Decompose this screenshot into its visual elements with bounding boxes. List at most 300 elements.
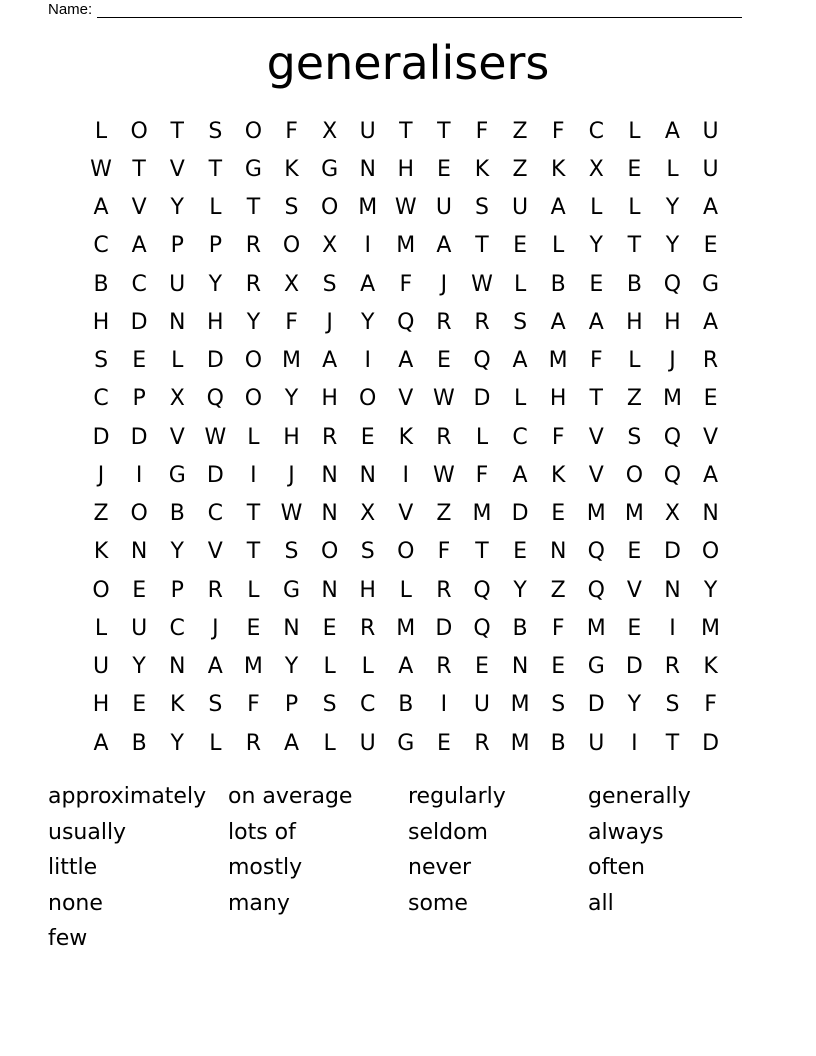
grid-letter: N [702, 501, 719, 527]
grid-letter: T [170, 118, 184, 144]
grid-letter: L [513, 386, 527, 412]
grid-letter: B [169, 501, 185, 527]
grid-letter: M [510, 730, 530, 756]
grid-letter: E [360, 424, 375, 450]
grid-letter: D [702, 730, 720, 756]
grid-letter: F [285, 118, 298, 144]
grid-letter: O [244, 348, 263, 374]
grid-letter: B [93, 271, 109, 297]
grid-letter: F [399, 271, 413, 297]
grid-letter: U [588, 730, 605, 756]
grid-letter: U [702, 118, 719, 144]
grid-letter: S [322, 692, 337, 718]
grid-letter: K [550, 156, 566, 182]
word-list-item: all [588, 890, 614, 916]
grid-letter: V [207, 539, 223, 565]
grid-letter: Q [473, 615, 491, 641]
grid-letter: T [475, 233, 489, 259]
word-list-item: mostly [228, 855, 303, 880]
grid-letter: H [549, 386, 567, 412]
grid-letter: Y [208, 271, 223, 297]
grid-letter: W [204, 424, 227, 450]
grid-letter: R [474, 309, 490, 335]
grid-letter: X [360, 501, 376, 527]
grid-letter: A [550, 195, 566, 221]
grid-letter: W [394, 195, 417, 221]
grid-letter: G [397, 730, 415, 756]
word-list-item: generally [588, 784, 691, 809]
grid-letter: E [436, 156, 451, 182]
grid-letter: S [208, 692, 223, 718]
grid-letter: Z [93, 501, 109, 527]
grid-letter: Y [360, 309, 375, 335]
grid-letter: R [245, 730, 262, 756]
grid-letter: M [396, 615, 416, 641]
grid-letter: E [132, 692, 147, 718]
grid-letter: F [475, 118, 489, 144]
grid-letter: Y [284, 386, 299, 412]
grid-letter: U [512, 195, 529, 221]
grid-letter: A [664, 118, 680, 144]
grid-letter: I [364, 348, 371, 374]
grid-letter: G [244, 156, 262, 182]
grid-letter: T [132, 156, 146, 182]
grid-letter: I [135, 462, 143, 488]
grid-letter: S [360, 539, 375, 565]
grid-letter: C [207, 501, 224, 527]
word-list-item: never [408, 855, 472, 880]
grid-letter: A [550, 309, 566, 335]
grid-letter: Z [512, 118, 528, 144]
grid-letter: C [512, 424, 528, 450]
grid-letter: A [283, 730, 300, 756]
grid-letter: R [436, 577, 452, 603]
grid-letter: L [590, 195, 603, 221]
grid-letter: A [131, 233, 147, 259]
grid-letter: S [551, 692, 566, 718]
grid-letter: J [288, 462, 295, 488]
grid-letter: A [588, 309, 604, 335]
grid-letter: D [587, 692, 605, 718]
grid-letter: I [440, 692, 448, 718]
grid-letter: R [436, 424, 452, 450]
grid-letter: X [322, 118, 338, 144]
grid-letter: T [627, 233, 642, 259]
grid-letter: L [209, 730, 222, 756]
grid-letter: M [510, 692, 530, 718]
grid-letter: N [321, 501, 338, 527]
grid-letter: Y [170, 195, 184, 221]
grid-letter: K [550, 462, 566, 488]
word-list-item: on average [228, 784, 353, 809]
grid-letter: M [282, 348, 301, 374]
grid-letter: E [589, 271, 604, 297]
puzzle-title: generalisers [266, 36, 550, 90]
grid-letter: U [702, 156, 719, 182]
grid-letter: O [244, 386, 263, 412]
grid-letter: N [549, 539, 567, 565]
grid-letter: L [247, 424, 260, 450]
letter-grid [82, 112, 730, 762]
grid-letter: O [320, 195, 339, 221]
grid-letter: H [92, 309, 110, 335]
grid-letter: M [243, 654, 263, 680]
grid-letter: R [360, 615, 376, 641]
grid-letter: O [625, 462, 644, 488]
grid-letter: Y [513, 577, 527, 603]
grid-letter: X [664, 501, 680, 527]
grid-letter: Y [170, 730, 184, 756]
word-list-item: lots of [228, 819, 296, 845]
grid-letter: W [280, 501, 303, 527]
grid-letter: Y [703, 577, 718, 603]
grid-letter: G [168, 462, 186, 488]
grid-letter: E [132, 577, 147, 603]
grid-letter: Z [626, 386, 642, 412]
grid-letter: P [170, 577, 184, 603]
grid-letter: F [551, 615, 565, 641]
grid-letter: G [702, 271, 720, 297]
grid-letter: Q [663, 462, 682, 488]
grid-letter: P [208, 233, 222, 259]
grid-letter: L [94, 118, 108, 144]
grid-letter: O [130, 118, 148, 144]
grid-letter: I [250, 462, 257, 488]
grid-letter: O [701, 539, 720, 565]
grid-letter: M [472, 501, 492, 527]
grid-letter: J [212, 615, 219, 641]
grid-letter: P [132, 386, 146, 412]
grid-letter: N [169, 309, 186, 335]
grid-letter: X [283, 271, 300, 297]
grid-letter: I [402, 462, 410, 488]
grid-letter: T [208, 156, 223, 182]
word-list-item: often [588, 855, 645, 880]
grid-letter: S [284, 539, 299, 565]
grid-letter: N [169, 654, 186, 680]
grid-letter: V [169, 424, 185, 450]
grid-letter: S [284, 195, 299, 221]
grid-letter: O [320, 539, 339, 565]
grid-letter: K [284, 156, 299, 182]
grid-letter: O [244, 118, 263, 144]
grid-letter: T [399, 118, 413, 144]
grid-letter: L [399, 577, 412, 603]
grid-letter: T [665, 730, 680, 756]
grid-letter: R [245, 271, 262, 297]
grid-letter: A [436, 233, 452, 259]
grid-letter: L [171, 348, 184, 374]
grid-letter: N [283, 615, 300, 641]
grid-letter: C [131, 271, 147, 297]
grid-letter: V [588, 462, 604, 488]
word-list-item: always [588, 819, 664, 845]
grid-letter: O [397, 539, 415, 565]
grid-letter: Y [589, 233, 603, 259]
grid-letter: T [475, 539, 489, 565]
grid-letter: Q [587, 539, 605, 565]
grid-letter: H [207, 309, 224, 335]
word-list-item: usually [48, 819, 127, 845]
grid-letter: Q [206, 386, 224, 412]
grid-letter: L [323, 730, 336, 756]
grid-letter: D [435, 615, 453, 641]
grid-letter: Y [132, 654, 146, 680]
grid-letter: W [433, 462, 455, 488]
grid-letter: Q [473, 348, 491, 374]
grid-letter: L [628, 195, 641, 221]
grid-letter: X [169, 386, 185, 412]
grid-letter: J [97, 462, 105, 488]
grid-letter: M [358, 195, 378, 221]
grid-letter: I [669, 615, 676, 641]
grid-letter: F [437, 539, 451, 565]
word-list-item: few [48, 926, 88, 951]
word-list-item: many [228, 890, 290, 916]
grid-letter: F [704, 692, 717, 718]
grid-letter: Q [397, 309, 415, 335]
grid-letter: B [550, 271, 566, 297]
grid-letter: D [130, 309, 148, 335]
grid-letter: V [703, 424, 719, 450]
grid-letter: A [512, 462, 528, 488]
grid-letter: E [322, 615, 337, 641]
grid-letter: F [551, 424, 565, 450]
word-list [48, 779, 768, 957]
name-blank-line [97, 2, 742, 18]
grid-letter: O [282, 233, 301, 259]
grid-letter: U [131, 615, 148, 641]
word-list-item: little [48, 855, 98, 880]
grid-letter: B [550, 730, 566, 756]
grid-letter: F [551, 118, 565, 144]
grid-letter: V [131, 195, 147, 221]
grid-letter: Y [665, 195, 680, 221]
grid-letter: A [703, 309, 719, 335]
grid-letter: A [398, 348, 414, 374]
grid-letter: B [131, 730, 147, 756]
grid-letter: A [93, 730, 109, 756]
grid-letter: R [207, 577, 223, 603]
grid-letter: Y [627, 692, 642, 718]
grid-letter: U [435, 195, 452, 221]
grid-letter: T [437, 118, 451, 144]
grid-letter: D [206, 462, 224, 488]
grid-letter: M [701, 615, 721, 641]
grid-letter: W [433, 386, 455, 412]
grid-letter: F [475, 462, 489, 488]
grid-letter: L [209, 195, 222, 221]
grid-letter: Q [663, 424, 682, 450]
grid-letter: I [364, 233, 371, 259]
grid-letter: F [589, 348, 603, 374]
grid-letter: R [436, 654, 452, 680]
grid-letter: Y [246, 309, 261, 335]
grid-letter: M [396, 233, 416, 259]
grid-letter: A [322, 348, 338, 374]
grid-letter: R [702, 348, 719, 374]
grid-letter: D [206, 348, 224, 374]
grid-letter: Z [436, 501, 452, 527]
grid-letter: N [321, 577, 338, 603]
grid-letter: A [360, 271, 376, 297]
grid-letter: H [359, 577, 376, 603]
grid-letter: H [283, 424, 300, 450]
grid-letter: L [361, 654, 374, 680]
grid-letter: D [663, 539, 681, 565]
grid-letter: S [322, 271, 337, 297]
grid-letter: S [94, 348, 109, 374]
grid-letter: T [246, 195, 261, 221]
grid-letter: H [664, 309, 681, 335]
grid-letter: E [627, 615, 642, 641]
grid-letter: E [436, 730, 451, 756]
grid-letter: Q [587, 577, 605, 603]
grid-letter: E [513, 233, 528, 259]
grid-letter: C [93, 386, 109, 412]
grid-letter: H [397, 156, 415, 182]
grid-letter: D [511, 501, 529, 527]
grid-letter: W [471, 271, 493, 297]
grid-letter: E [436, 348, 451, 374]
grid-letter: V [398, 386, 414, 412]
grid-letter: S [665, 692, 680, 718]
grid-letter: U [359, 118, 376, 144]
grid-letter: E [513, 539, 528, 565]
grid-letter: B [398, 692, 414, 718]
grid-letter: A [93, 195, 109, 221]
grid-letter: N [321, 462, 338, 488]
grid-letter: E [627, 539, 642, 565]
grid-letter: U [92, 654, 110, 680]
grid-letter: Q [473, 577, 491, 603]
grid-letter: K [170, 692, 185, 718]
grid-letter: L [475, 424, 489, 450]
grid-letter: X [322, 233, 338, 259]
grid-letter: H [321, 386, 338, 412]
grid-letter: G [282, 577, 301, 603]
grid-letter: V [169, 156, 185, 182]
name-label: Name: [48, 1, 93, 18]
grid-letter: O [359, 386, 377, 412]
grid-letter: M [662, 386, 682, 412]
grid-letter: Y [284, 654, 299, 680]
grid-letter: L [628, 348, 641, 374]
grid-letter: D [130, 424, 148, 450]
grid-letter: L [513, 271, 527, 297]
grid-letter: Y [665, 233, 680, 259]
grid-letter: R [321, 424, 338, 450]
grid-letter: C [93, 233, 109, 259]
grid-letter: U [169, 271, 186, 297]
grid-letter: G [587, 654, 605, 680]
grid-letter: H [626, 309, 643, 335]
grid-letter: F [285, 309, 298, 335]
grid-letter: A [512, 348, 528, 374]
grid-letter: J [669, 348, 676, 374]
grid-letter: H [92, 692, 110, 718]
word-list-item: some [408, 890, 468, 916]
grid-letter: F [247, 692, 260, 718]
grid-letter: S [475, 195, 489, 221]
grid-letter: I [631, 730, 638, 756]
grid-letter: G [321, 156, 339, 182]
grid-letter: N [359, 462, 376, 488]
grid-letter: K [398, 424, 414, 450]
grid-letter: S [208, 118, 223, 144]
grid-letter: V [398, 501, 414, 527]
grid-letter: M [586, 615, 606, 641]
grid-letter: X [588, 156, 604, 182]
grid-letter: A [703, 462, 719, 488]
grid-letter: Z [550, 577, 566, 603]
grid-letter: R [664, 654, 681, 680]
grid-letter: E [551, 654, 566, 680]
grid-letter: N [511, 654, 529, 680]
grid-letter: S [513, 309, 528, 335]
grid-letter: V [588, 424, 604, 450]
grid-letter: T [589, 386, 603, 412]
grid-letter: K [93, 539, 109, 565]
grid-letter: R [245, 233, 262, 259]
grid-letter: N [359, 156, 376, 182]
grid-letter: U [473, 692, 491, 718]
grid-letter: B [512, 615, 528, 641]
grid-letter: D [92, 424, 110, 450]
grid-letter: L [666, 156, 679, 182]
grid-letter: P [284, 692, 299, 718]
grid-letter: L [323, 654, 336, 680]
grid-letter: M [548, 348, 568, 374]
grid-letter: C [169, 615, 185, 641]
grid-letter: E [627, 156, 642, 182]
grid-letter: E [551, 501, 566, 527]
grid-letter: L [94, 615, 108, 641]
grid-letter: Y [170, 539, 184, 565]
grid-letter: L [628, 118, 641, 144]
grid-letter: U [359, 730, 376, 756]
grid-letter: R [474, 730, 490, 756]
grid-letter: R [436, 309, 452, 335]
grid-letter: T [246, 539, 261, 565]
grid-letter: V [626, 577, 642, 603]
word-list-item: seldom [408, 819, 488, 845]
grid-letter: N [130, 539, 148, 565]
grid-letter: M [624, 501, 644, 527]
grid-letter: Z [512, 156, 528, 182]
grid-letter: C [360, 692, 376, 718]
grid-letter: A [703, 195, 719, 221]
grid-letter: E [132, 348, 147, 374]
word-list-item: none [48, 890, 103, 916]
grid-letter: E [703, 233, 718, 259]
grid-letter: Q [663, 271, 682, 297]
grid-letter: W [90, 156, 112, 182]
grid-letter: E [246, 615, 261, 641]
grid-letter: E [703, 386, 718, 412]
grid-letter: M [586, 501, 606, 527]
word-list-item: regularly [408, 784, 506, 809]
name-line [48, 0, 742, 18]
grid-letter: B [626, 271, 642, 297]
grid-letter: D [473, 386, 491, 412]
grid-letter: O [92, 577, 110, 603]
grid-letter: P [170, 233, 184, 259]
grid-letter: S [627, 424, 642, 450]
grid-letter: A [207, 654, 223, 680]
grid-letter: D [625, 654, 643, 680]
grid-letter: C [588, 118, 604, 144]
